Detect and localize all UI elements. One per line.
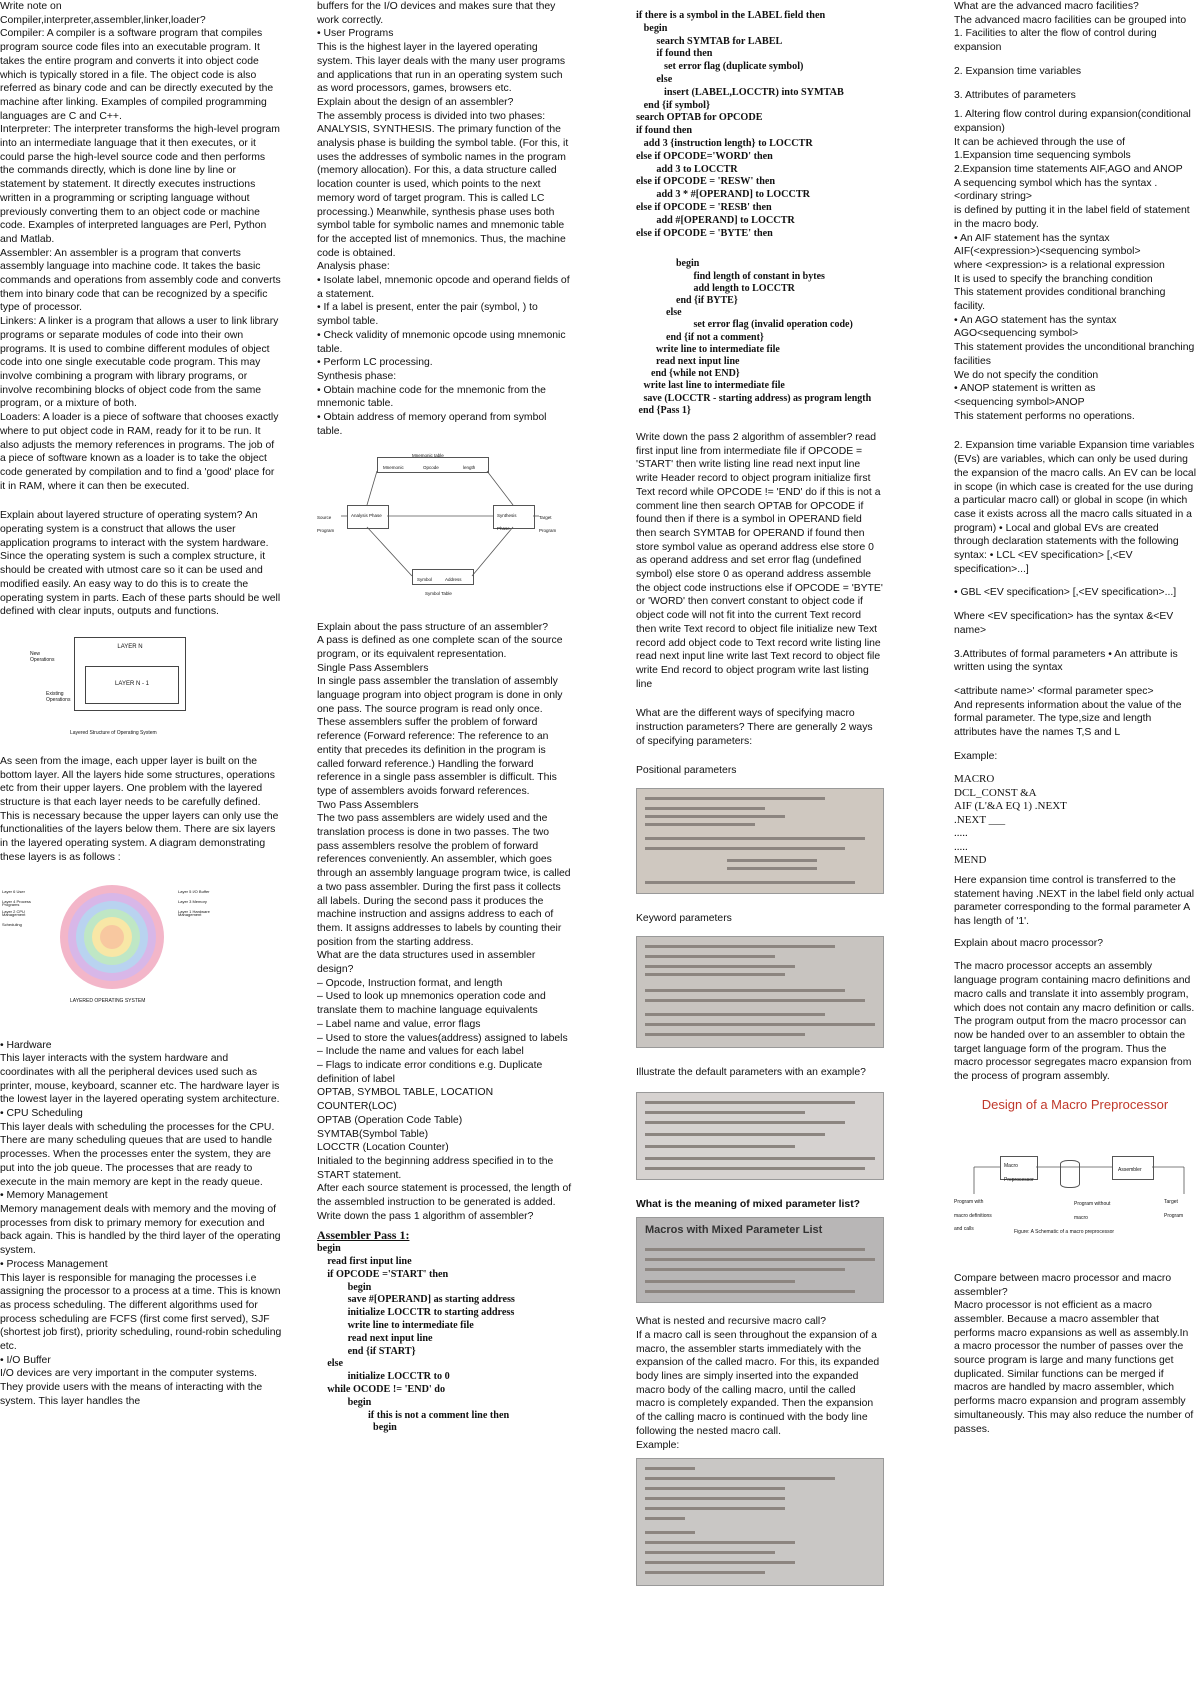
advanced-macro-facilities: What are the advanced macro facilities? The advanced macro facilities can be grouped into 1. Facilities to alter the flow of control during expansion: [954, 1, 1187, 54]
pass1-algorithm-end: begin find length of constant in bytes add length to LOCCTR end {if BYTE} else set error flag (invalid operation code) end {if not a comment} write line to intermediate file read next input line end {while not END} write last line to intermediate file save (LOCCTR - starting address) as program length end {Pass 1}: [638, 258, 872, 416]
os-layer-label-2: Layer 2 CPU Scheduling: [2, 908, 25, 928]
input-program-label: Program with macro definitions and calls: [954, 1198, 992, 1233]
target-program-label: Target Program: [539, 514, 557, 534]
expansion-time-variables: 2. Expansion time variable Expansion time variables (EVs) are variables, which can only be used during the expansion of the macro calls. An EV can be local in scope (in which case is created for the use during a particular macro call) or global in scope (in which case it exists across all the macro calls situated in a program) • Local and global EVs are created through declaration statements with the following syntax: • LCL <EV specification> [,<EV specification>...]: [954, 440, 1197, 575]
example-label: Example:: [954, 750, 998, 762]
macro-preprocessor-title: Design of a Macro Preprocessor: [981, 1096, 1169, 1112]
os-layer-label-4: Layer 4 Process Management: [2, 898, 31, 918]
macro-preprocessor-label: Macro Preprocessor: [1004, 1162, 1034, 1183]
compiler-notes: Write note on Compiler,interpreter,assembler,linker,loader? Compiler: A compiler is a software program that compiles program source code files into an executable program. It takes the entire program and converts it into object code which is typically stored in a file. The object code is also referred as binary code and can be directly executed by the machine after linking. Examples of compiled programming languages are C and C++. Interpreter: The interpreter transforms the high-level program into an intermediate language that it then executes, or it could parse the high-level source code and then performs the commands directly, which is done line by line or statement by statement. It directly executes instructions written in a programming or scripting language without previously converting them to an object code or machine code. Examples of interpreted languages are Perl, Python and Matlab. Assembler: An assembler is a program that converts assembly language into machine code. It takes the basic commands and operations from assembly code and converts them into binary code that can be recognized by a specific type of processor. Linkers: A linker is a program that allows a user to link library programs or separate modules of code into their own programs. It is used to combine different modules of object code into one single executable code program. This may involve combining a program with library programs, or involve recombining blocks of object code from the same program, or a mixture of both. Loaders: A loader is a piece of software that chooses exactly where to put object code in RAM, ready for it to be run. It also adjusts the memory references in programs. The job of a piece of software known as a loader is to take the object code generated by compilation and to find a 'good' place for it in RAM, where it can then be executed.: [0, 1, 281, 492]
positional-parameters-photo: [636, 788, 884, 894]
assembler-design-figure: [317, 449, 567, 603]
os-layer-label-6: Layer 6 User Programs: [2, 888, 25, 908]
column-1: [0, 0, 290, 1696]
assembler-label: Assembler: [1118, 1166, 1142, 1173]
mixed-parameters-question: What is the meaning of mixed parameter list?: [636, 1198, 861, 1210]
source-program-label: Source Program: [317, 514, 335, 534]
assembler-flow-arrows: [317, 449, 567, 603]
pass1-algorithm: begin read first input line if OPCODE ='START' then begin save #[OPERAND] as starting address initialize LOCCTR to starting address write line to intermediate file read next input line end {if START} else initialize LOCCTR to 0 while OCODE != 'END' do begin if this is not a comment line then begin: [317, 1243, 515, 1434]
layer-diagram-caption: Layered Structure of Operating System: [70, 729, 157, 736]
layered-os-intro: Explain about layered structure of operating system? An operating system is a construct that allows the user application programs to interact with the system hardware. Since the operating system is such a complex structure, it should be created with utmost care so it can be used and modified easily. An easy way to do this is to create the operating system in parts. Each of these parts should be well defined with clear inputs, outputs and functions.: [0, 510, 281, 618]
pass1-algorithm-continued: if there is a symbol in the LABEL field then begin search SYMTAB for LABEL if found then set error flag (duplicate symbol) else insert (LABEL,LOCCTR) into SYMTAB end {if symbol} search OPTAB for OPCODE if found then add 3 {instruction length} to LOCCTR else if OPCODE='WORD' then add 3 to LOCCTR else if OPCODE = 'RESW' then add 3 * #[OPERAND] to LOCCTR else if OPCODE = 'RESB' then add #[OPERAND] to LOCCTR else if OPCODE = 'BYTE' then: [636, 10, 844, 239]
os-layer-label-3: Layer 3 Memory Management: [178, 898, 207, 918]
os-layers-details: • Hardware This layer interacts with the system hardware and coordinates with all the peripheral devices used such as printer, mouse, keyboard, scanner etc. The hardware layer is the lowest layer in the layered operating system architecture. • CPU Scheduling This layer deals with scheduling the processes for the CPU. There are many scheduling queues that are used to handle processes. When the processes enter the system, they are put into the job queue. The processes that are ready to execute in the main memory are kept in the ready queue. • Memory Management Memory management deals with memory and the moving of processes from disk to primary memory for execution and back again. This is handled by the third layer of the operating system. • Process Management This layer is responsible for managing the processes i.e assigning the processor to a process at a time. This is known as process scheduling. The different algorithms used for process scheduling are FCFS (first come first served), SJF (shortest job first), priority scheduling, round-robin scheduling etc. • I/O Buffer I/O devices are very important in the computer systems. They provide users with the means of interacting with the system. This layer handles the: [0, 1039, 282, 1407]
layer-n-1-box: [85, 666, 179, 704]
column-4: [954, 0, 1200, 1696]
layer-n-label: LAYER N: [117, 643, 143, 650]
macro-processor-answer: The macro processor accepts an assembly language program containing macro definitions and macro calls and translate it into assembly program, which does not contain any macro definition or calls. The program output from the macro processor can now be handed over to an assembler to obtain the target language form of the program. Thus the macro processor segregates macro expansion from the process of program assembly.: [954, 961, 1195, 1083]
target-program-label: Target Program: [1164, 1198, 1184, 1219]
pass-structure: Explain about the pass structure of an assembler? A pass is defined as one complete scan of the source program, or its equivalent representation. Single Pass Assemblers In single pass assembler the translation of assembly language program into object program is done in only one pass. The source program is read only once. These assemblers suffer the problem of forward reference (Forward reference: The reference to an entity that precedes its definition in the program is called forward reference.) Handling the forward reference in a single pass assembler is difficult. This type of assemblers avoids forward references. Two Pass Assemblers The two pass assemblers are widely used and the translation process is done in two passes. The two pass assemblers resolve the problem of forward references conveniently. An assembler, which goes through an assembly language program twice, is called a two pass assembler. During the first pass it collects all labels. During the second pass it produces the machine instruction and assigns address to each of them. It assigns addresses to labels by counting their position from the starting address. What are the data structures used in assembler design? – Opcode, Instruction format, and length – Used to look up mnemonics operation code and translate them to machine language equivalents – Label name and value, error flags – Used to store the values(address) assigned to labels – Include the name and values for each label – Flags to indicate error conditions e.g. Duplicate definition of label OPTAB, SYMBOL TABLE, LOCATION COUNTER(LOC) OPTAB (Operation Code Table) SYMTAB(Symbol Table) LOCCTR (Location Counter) Initialed to the beginning address specified in to the START statement. After each source statement is processed, the length of the assembled instruction to be generated is added. Write down the pass 1 algorithm of assembler?: [317, 621, 572, 1222]
nested-macro-call: What is nested and recursive macro call? If a macro call is seen throughout the expansion of a macro, the assembler starts immediately with the expansion of the called macro. For this, its expanded body lines are simply inserted into the expanded macro body of the calling macro, until the called macro is completely expanded. Then the expansion of the calling macro is continued with the body line following the nested macro call. Example:: [636, 1316, 880, 1451]
output-program-label: Program without macro: [1074, 1200, 1111, 1221]
new-operations-label: New Operations: [30, 650, 55, 663]
default-parameters-photo: [636, 1092, 884, 1180]
macro-example-code: MACRO DCL_CONST &A AIF (L'&A EQ 1) .NEXT .NEXT ___ ..... ..... MEND: [954, 773, 1067, 867]
mixed-parameters-photo: [636, 1217, 884, 1303]
nested-macro-photo: [636, 1458, 884, 1586]
macro-preprocessor-caption: Figure: A Schematic of a macro preprocessor: [1014, 1228, 1115, 1235]
layered-os-caption: LAYERED OPERATING SYSTEM: [70, 997, 146, 1004]
analysis-phase-label: Analysis Phase: [351, 512, 382, 518]
gbl-syntax: • GBL <EV specification> [,<EV specification>...]: [954, 587, 1177, 599]
existing-operations-label: Existing Operations: [46, 690, 71, 703]
attribute-syntax: <attribute name>' <formal parameter spec> And represents information about the value of the formal parameter. The type,size and length attributes have the names T,S and L: [954, 685, 1182, 739]
opcode-col-label: Opcode: [423, 464, 439, 470]
column-2: [317, 0, 573, 1696]
mnemonic-table-title: Mnemonic table: [412, 452, 444, 458]
macro-example-explanation: Here expansion time control is transferred to the statement having .NEXT in the label field only actual parameter corresponding to the formal parameter A has length of '1'.: [954, 874, 1195, 928]
layer-n-box: [74, 637, 186, 711]
address-col-label: Address: [445, 576, 462, 582]
keyword-parameters-photo: [636, 936, 884, 1048]
ev-specification-syntax: Where <EV specification> has the syntax &<EV name>: [954, 611, 1174, 636]
mixed-parameters-title: Macros with Mixed Parameter List: [645, 1224, 823, 1237]
assembler-pass1-title: Assembler Pass 1:: [317, 1228, 410, 1243]
os-layer-label-5: Layer 5 I/O Buffer: [178, 888, 210, 894]
assembler-design: buffers for the I/O devices and makes sure that they work correctly. • User Programs This is the highest layer in the layered operating system. This layer deals with the many user programs and applications that run in an operating system such as word processors, games, browsers etc. Explain about the design of an assembler? The assembly process is divided into two phases: ANALYSIS, SYNTHESIS. The primary function of the analysis phase is building the symbol table. (For this, it uses the addresses of symbolic names in the program (memory allocation). For this, a data structure called location counter is used, which points to the next memory word of target program. This is called LC processing.) Meanwhile, synthesis phase uses both symbol table for symbolic names and mnemonic table for the accepted list of mnemonics. Thus, the machine code is obtained. Analysis phase: • Isolate label, mnemonic opcode and operand fields of a statement. • If a label is present, enter the pair (symbol, ) to symbol table. • Check validity of mnemonic opcode using mnemonic table. • Perform LC processing. Synthesis phase: • Obtain machine code for the mnemonic from the mnemonic table. • Obtain address of memory operand from symbol table.: [317, 1, 570, 437]
layer-diagram: [30, 637, 200, 741]
length-col-label: length: [463, 464, 476, 470]
layer-n-1-label: LAYER N - 1: [115, 680, 149, 687]
layered-os-description: As seen from the image, each upper layer is built on the bottom layer. All the layers hide some structures, operations etc from their upper layers. One problem with the layered structure is that each layer needs to be carefully defined. This is necessary because the upper layers can only use the functionalities of the layers below them. There are six layers in the layered operating system. A diagram demonstrating these layers is as follows :: [0, 755, 279, 863]
expansion-time-variables-item: 2. Expansion time variables: [954, 65, 1082, 77]
os-layer-label-1: Layer 1 Hardware: [178, 908, 210, 914]
column-3: [636, 0, 884, 1696]
symbol-table-title: Symbol Table: [425, 590, 452, 596]
altering-flow-control: 1. Altering flow control during expansion(conditional expansion) It can be achieved through the use of 1.Expansion time sequencing symbols 2.Expansion time statements AIF,AGO and ANOP A sequencing symbol which has the syntax .<ordinary string> is defined by putting it in the label field of statement in the macro body. • An AIF statement has the syntax AIF(<expression>)<sequencing symbol> where <expression> is a relational expression It is used to specify the branching condition This statement provides conditional branching facility. • An AGO statement has the syntax AGO<sequencing symbol> This statement provides the unconditional branching facilities We do not specify the condition • ANOP statement is written as <sequencing symbol>ANOP This statement performs no operations.: [954, 109, 1195, 422]
macro-parameters-question: What are the different ways of specifying macro instruction parameters? There are generally 2 ways of specifying parameters:: [636, 708, 873, 747]
default-parameters-question: Illustrate the default parameters with an example?: [636, 1066, 866, 1078]
attributes-formal-parameters: 3.Attributes of formal parameters • An attribute is written using the syntax: [954, 648, 1178, 674]
macro-processor-vs-assembler: Compare between macro processor and macro assembler? Macro processor is not efficient as a macro assembler. Because a macro assembler that performs macro expansions as well as assembly.In a macro processor the number of passes over the source program is large and many functions get duplicated. Similar functions can be merged if macros are handled by macro assembler, which performs macro expansion and program assembly simultaneously. This may also reduce the number of passes.: [954, 1272, 1194, 1435]
macro-preprocessor-figure: [954, 1098, 1196, 1258]
keyword-parameters-heading: Keyword parameters: [636, 913, 732, 925]
attributes-of-parameters-item: 3. Attributes of parameters: [954, 89, 1076, 101]
positional-parameters-heading: Positional parameters: [636, 765, 737, 777]
layered-os-figure: [0, 879, 220, 1009]
pass2-algorithm: Write down the pass 2 algorithm of assembler? read first input line from intermediate file if OPCODE = 'START' then write listing line read next input line write Header record to object program initialize first Text record while OPCODE != 'END' do if this is not a comment line then search OPTAB for OPCODE if found then if there is a symbol in OPERAND field then search SYMTAB for OPERAND if found then store symbol value as operand address else store 0 as operand address and set error flag (undefined symbol) else store 0 as operand address assemble the object code instructions else if OPCODE = 'BYTE' or 'WORD' then convert constant to object code if object code will not fit into the current Text record then write Text record to object file initialize new Text record add object code to Text record write listing line read next input line write last Text record to object file write End record to object program write last listing line: [636, 431, 883, 690]
symbol-col-label: Symbol: [417, 576, 433, 582]
mnemonic-col-label: Mnemonic: [383, 464, 404, 470]
macro-processor-question: Explain about macro processor?: [954, 937, 1104, 949]
synthesis-phase-label: Synthesis Phase: [497, 512, 517, 532]
